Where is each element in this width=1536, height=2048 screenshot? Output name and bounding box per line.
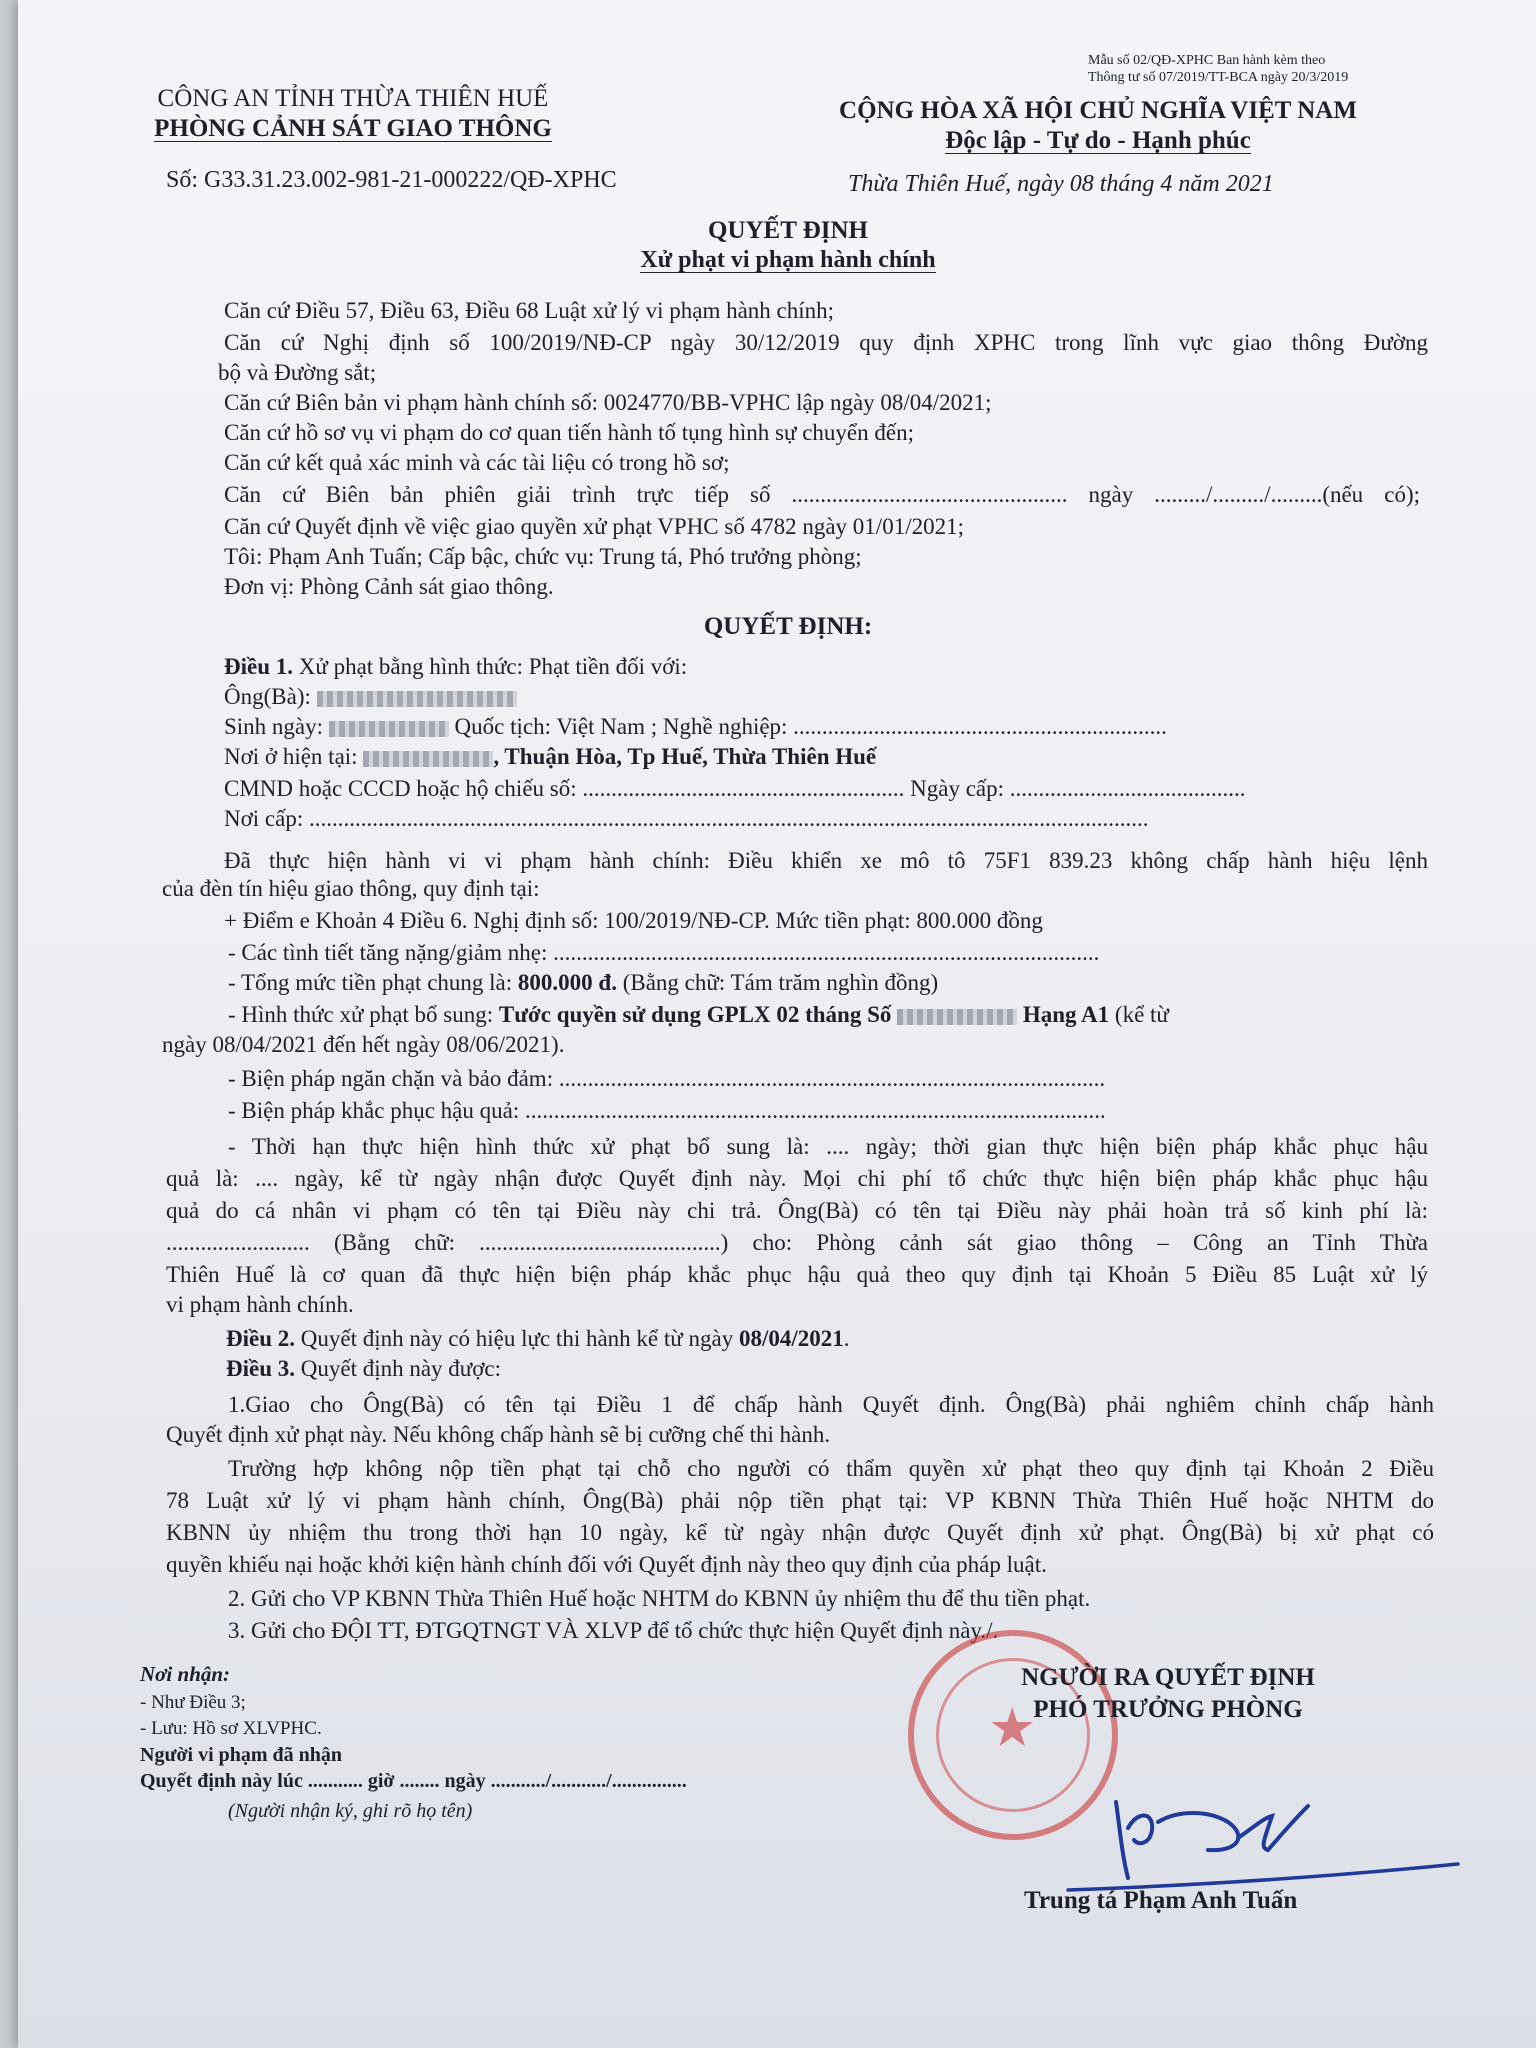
art2-end: . bbox=[843, 1326, 850, 1351]
agency-name: CÔNG AN TỈNH THỪA THIÊN HUẾ bbox=[157, 85, 549, 112]
name-label: Ông(Bà): bbox=[224, 684, 311, 709]
recipients-label: Nơi nhận: bbox=[140, 1662, 231, 1686]
violator-line2: Quyết định này lúc ........... giờ ........ ngày .........../.........../............... bbox=[140, 1770, 687, 1792]
art1-text: Xử phạt bằng hình thức: Phạt tiền đối với: bbox=[293, 654, 688, 679]
decision-number: Số: G33.31.23.002-981-21-000222/QĐ-XPHC bbox=[166, 167, 617, 193]
art3-text: Quyết định này được: bbox=[295, 1356, 502, 1381]
form-note-line1: Mẫu số 02/QĐ-XPHC Ban hành kèm theo bbox=[1088, 53, 1326, 68]
art1-para-4: ......................... (Bằng chữ: ..........................................) cho: Phòng cảnh sát giao thông – Công an Tỉnh Thừa bbox=[166, 1230, 1428, 1255]
violator-note: (Người nhận ký, ghi rõ họ tên) bbox=[228, 1800, 473, 1822]
art3-p2-line2: 78 Luật xử lý vi phạm hành chính, Ông(Bà) phải nộp tiền phạt tại: VP KBNN Thừa Thiên Huế hoặc NHTM do bbox=[166, 1488, 1434, 1513]
art3-p1-line1: 1.Giao cho Ông(Bà) có tên tại Điều 1 để chấp hành Quyết định. Ông(Bà) phải nghiêm chỉnh chấp hành bbox=[228, 1392, 1434, 1417]
basis-4: Căn cứ hồ sơ vụ vi phạm do cơ quan tiến hành tố tụng hình sự chuyển đến; bbox=[224, 420, 914, 445]
total-post: (Bằng chữ: Tám trăm nghìn đồng) bbox=[616, 970, 939, 995]
form-note-line2: Thông tư số 07/2019/TT-BCA ngày 20/3/2019 bbox=[1088, 70, 1349, 85]
art3-p2-line1: Trường hợp không nộp tiền phạt tại chỗ cho người có thẩm quyền xử phạt theo quy định tại Khoản 2 Điều bbox=[228, 1456, 1434, 1481]
redacted-name bbox=[317, 691, 517, 707]
header-left bbox=[138, 84, 568, 144]
art1-para-3: quả do cá nhân vi phạm có tên tại Điều này chi trả. Ông(Bà) có tên tại Điều này phải hoàn trả số kinh phí là: bbox=[166, 1198, 1428, 1223]
art3-p2-line3: KBNN ủy nhiệm thu trong thời hạn 10 ngày, kể từ ngày nhận được Quyết định xử phạt. Ông(Bà) bị xử phạt có bbox=[166, 1520, 1434, 1545]
issued-line: Nơi cấp: .................................................................................................................................................. bbox=[224, 806, 1149, 831]
art3-p1-last: Quyết định xử phạt này. Nếu không chấp hành sẽ bị cưỡng chế thi hành. bbox=[166, 1422, 831, 1447]
art1-para-2: quả là: .... ngày, kể từ ngày nhận được Quyết định này. Mọi chi phí tổ chức thực hiện biện pháp khắc phục hậu bbox=[166, 1166, 1428, 1191]
art3-label: Điều 3. bbox=[226, 1356, 295, 1381]
art3-p4: 3. Gửi cho ĐỘI TT, ĐTGQTNGT VÀ XLVP để tổ chức thực hiện Quyết định này./. bbox=[228, 1618, 999, 1643]
handwritten-signature bbox=[1058, 1740, 1478, 1910]
recipient-item: - Như Điều 3; bbox=[140, 1692, 246, 1713]
recipient-item: - Lưu: Hồ sơ XLVPHC. bbox=[140, 1718, 322, 1739]
extra-bold: Tước quyền sử dụng GPLX 02 tháng Số bbox=[498, 1002, 892, 1027]
art2-label: Điều 2. bbox=[226, 1326, 295, 1351]
art2-date: 08/04/2021 bbox=[738, 1326, 844, 1351]
art3-p2-last: quyền khiếu nại hoặc khởi kiện hành chính đối với Quyết định này theo quy định của pháp luật. bbox=[166, 1552, 1047, 1577]
circumstances: - Các tình tiết tăng nặng/giảm nhẹ: ............................................................................................... bbox=[228, 940, 1100, 965]
art1-dob-line bbox=[224, 712, 1167, 741]
basis-9: Đơn vị: Phòng Cảnh sát giao thông. bbox=[224, 574, 554, 599]
basis-2: Căn cứ Nghị định số 100/2019/NĐ-CP ngày 30/12/2019 quy định XPHC trong lĩnh vực giao thông Đường bbox=[224, 330, 1428, 355]
art1-para-last: vi phạm hành chính. bbox=[166, 1292, 354, 1317]
license-class: Hạng A1 bbox=[1022, 1002, 1110, 1027]
basis-2-cont: bộ và Đường sắt; bbox=[218, 360, 377, 385]
remedy-measures: - Biện pháp khắc phục hậu quả: ..................................................................................................... bbox=[228, 1098, 1106, 1123]
total-fine-line bbox=[228, 968, 938, 997]
art1-label: Điều 1. bbox=[224, 654, 293, 679]
id-line: CMND hoặc CCCD hoặc hộ chiếu số: ........................................................ Ngày cấp: ......................................... bbox=[224, 776, 1246, 801]
department-name: PHÒNG CẢNH SÁT GIAO THÔNG bbox=[154, 115, 552, 142]
art1-name-line bbox=[224, 682, 517, 711]
art3-intro bbox=[226, 1354, 501, 1383]
basis-8: Tôi: Phạm Anh Tuấn; Cấp bậc, chức vụ: Trung tá, Phó trưởng phòng; bbox=[224, 544, 862, 569]
signer-title1: NGƯỜI RA QUYẾT ĐỊNH bbox=[1021, 1664, 1315, 1691]
address-rest: , Thuận Hòa, Tp Huế, Thừa Thiên Huế bbox=[493, 744, 877, 769]
redacted-license bbox=[897, 1009, 1017, 1025]
header-right bbox=[818, 96, 1378, 156]
art2-text: Quyết định này có hiệu lực thi hành kể từ ngày bbox=[295, 1326, 739, 1351]
redacted-address bbox=[363, 751, 493, 767]
redacted-dob bbox=[329, 721, 449, 737]
place-date: Thừa Thiên Huế, ngày 08 tháng 4 năm 2021 bbox=[848, 171, 1274, 197]
total-pre: - Tổng mức tiền phạt chung là: bbox=[228, 970, 518, 995]
prevent-measures: - Biện pháp ngăn chặn và bảo đảm: ............................................................................................... bbox=[228, 1066, 1106, 1091]
basis-5: Căn cứ kết quả xác minh và các tài liệu có trong hồ sơ; bbox=[224, 450, 730, 475]
art1-address-line bbox=[224, 742, 876, 771]
basis-6: Căn cứ Biên bản phiên giải trình trực tiếp số ................................................ ngày ........./........./.........(nếu có); bbox=[224, 482, 1420, 507]
basis-3: Căn cứ Biên bản vi phạm hành chính số: 0024770/BB-VPHC lập ngày 08/04/2021; bbox=[224, 390, 992, 415]
total-amount: 800.000 đ. bbox=[517, 970, 617, 995]
address-label: Nơi ở hiện tại: bbox=[224, 744, 358, 769]
title-main: QUYẾT ĐỊNH bbox=[708, 217, 868, 244]
signer-name: Trung tá Phạm Anh Tuấn bbox=[1024, 1887, 1298, 1914]
extra-penalty-line bbox=[228, 1000, 1169, 1029]
document-page bbox=[18, 0, 1536, 2048]
extra-line2: ngày 08/04/2021 đến hết ngày 08/06/2021). bbox=[162, 1032, 565, 1057]
decision-heading: QUYẾT ĐỊNH: bbox=[703, 613, 873, 640]
art3-p3: 2. Gửi cho VP KBNN Thừa Thiên Huế hoặc NHTM do KBNN ủy nhiệm thu để thu tiền phạt. bbox=[228, 1586, 1091, 1611]
art1-para-1: - Thời hạn thực hiện hình thức xử phạt bổ sung là: .... ngày; thời gian thực hiện biện pháp khắc phục hậu bbox=[228, 1134, 1428, 1159]
signer-title2: PHÓ TRƯỞNG PHÒNG bbox=[1033, 1696, 1303, 1723]
star-icon: ★ bbox=[988, 1696, 1037, 1759]
art1-para-5: Thiên Huế là cơ quan đã thực hiện biện pháp khắc phục hậu quả theo quy định tại Khoản 5 Điều 85 Luật xử lý bbox=[166, 1262, 1428, 1287]
signer-titles bbox=[958, 1662, 1378, 1726]
dob-rest: Quốc tịch: Việt Nam ; Nghề nghiệp: ................................................................. bbox=[448, 714, 1167, 739]
title-sub: Xử phạt vi phạm hành chính bbox=[640, 247, 936, 273]
basis-7: Căn cứ Quyết định về việc giao quyền xử phạt VPHC số 4782 ngày 01/01/2021; bbox=[224, 514, 964, 539]
violation-line2: của đèn tín hiệu giao thông, quy định tại: bbox=[162, 876, 540, 901]
extra-post: (kể từ bbox=[1109, 1002, 1169, 1027]
violation-line1: Đã thực hiện hành vi vi phạm hành chính: Điều khiển xe mô tô 75F1 839.23 không chấp hành hiệu lệnh bbox=[224, 848, 1428, 873]
art2 bbox=[226, 1324, 849, 1353]
motto: Độc lập - Tự do - Hạnh phúc bbox=[945, 127, 1251, 154]
form-note bbox=[1088, 52, 1348, 86]
recipients-list bbox=[140, 1690, 322, 1742]
nation-name: CỘNG HÒA XÃ HỘI CHỦ NGHĨA VIỆT NAM bbox=[839, 97, 1357, 124]
basis-1: Căn cứ Điều 57, Điều 63, Điều 68 Luật xử lý vi phạm hành chính; bbox=[224, 298, 835, 323]
dob-label: Sinh ngày: bbox=[224, 714, 324, 739]
extra-pre: - Hình thức xử phạt bổ sung: bbox=[228, 1002, 499, 1027]
art1-intro bbox=[224, 652, 687, 681]
violation-clause: + Điểm e Khoản 4 Điều 6. Nghị định số: 100/2019/NĐ-CP. Mức tiền phạt: 800.000 đồng bbox=[224, 908, 1043, 933]
violator-line1: Người vi phạm đã nhận bbox=[140, 1744, 343, 1766]
